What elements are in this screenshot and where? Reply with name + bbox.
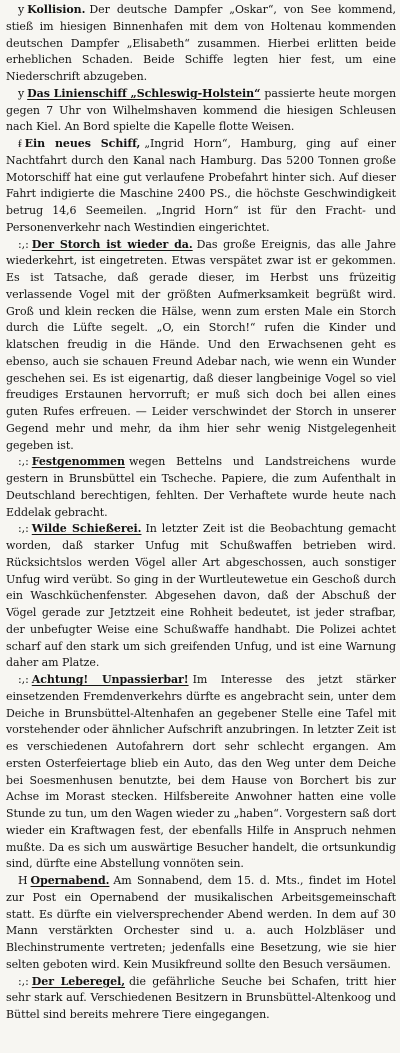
article-body: Das große Ereignis, das alle Jahre wiederkehrt, ist eingetreten. Etwas verspätet zwar ist er gekommen. Es ist Tatsache, daß gerade dieser, im Herbst uns früzeitig verlassende Vogel mit der größten Aufmerksamkeit begrüßt wird. Groß und klein recken die Hälse, wenn zum ersten Male ein Storch durch die Lüfte segelt. „O, ein Storch!“ rufen die Kinder und klatschen freudig in die Hände. Und den Erwachsenen geht es ebenso, auch sie schauen Freund Adebar nach, wie wenn ein Wunder geschehen sei. Es ist eigenartig, daß dieser langbeinige Vogel so viel freudiges Erstaunen hervorruft; er muß sich doch bei allen eines guten Rufes erfreuen. — Leider verschwindet der Storch in unserer Gegend mehr und mehr, da ihm hier sehr wenig Nistgelegenheit gegeben ist. <box>6 237 396 452</box>
article-body: passierte heute morgen gegen 7 Uhr von Wilhelmshaven kommend die hiesigen Schleusen nach Kiel. An Bord spielte die Kapelle flotte Weisen. <box>6 86 397 134</box>
article-festgenommen <box>6 454 396 521</box>
article-body: Im Interesse des jetzt stärker einsetzenden Fremdenverkehrs dürfte es angebracht sein, unter dem Deiche in Brunsbüttel-Altenhafen an gegebener Stelle eine Tafel mit vorstehender oder ähnlicher Aufschrift anzubringen. In letzter Zeit ist es verschiedenen Autofahrern dort sehr schlecht ergangen. Am ersten Osterfeiertage blieb ein Auto, das den Weg unter dem Deiche bei Soesmenhusen benutzte, bei dem Hause von Borchert bis zur Achse im Morast stecken. Hilfsbereite Anwohner hatten eine volle Stunde zu tun, um den Wagen wieder zu „haben“. Vorgestern saß dort wieder ein Kraftwagen fest, der ebenfalls Hilfe in Anspruch nehmen mußte. Da es sich um auswärtige Besucher handelt, die ortsunkundig sind, dürfte eine Abstellung vonnöten sein. <box>6 673 396 871</box>
article-marker: :,: <box>18 237 29 251</box>
article-marker: :,: <box>18 522 29 536</box>
article-marker: :,: <box>18 455 29 469</box>
article-schiesserei <box>6 521 396 672</box>
article-headline: Ein neues Schiff, <box>24 137 141 150</box>
article-body: Am Sonnabend, dem 15. d. Mts., findet im Hotel zur Post ein Opernabend der musikalischen Arbeitsgemeinschaft statt. Es dürfte ein vielversprechender Abend werden. In dem auf 30 Mann verstärkten Orchester sind u. a. auch Holzbläser und Blechinstrumente vertreten; jedenfalls eine Besetzung, wie sie hier selten geboten wird. Kein Musikfreund sollte den Besuch versäumen. <box>6 874 396 971</box>
article-neues-schiff <box>6 136 396 237</box>
article-storch <box>6 237 396 455</box>
article-linienschiff <box>6 86 396 136</box>
article-leberegel <box>6 974 396 1024</box>
article-body: Der deutsche Dampfer „Oskar“, von See kommend, stieß im hiesigen Binnenhafen mit dem von Holtenau kommenden deutschen Dampfer „Elisabeth“ zusammen. Hierbei erlitten beide erheblichen Schaden. Beide Schiffe legten hier fest, um eine Niederschrift abzugeben. <box>6 3 396 83</box>
article-headline: Wilde Schießerei. <box>31 522 142 536</box>
article-headline: Festgenommen <box>31 455 125 469</box>
article-headline: Opernabend. <box>30 874 110 887</box>
article-body: die gefährliche Seuche bei Schafen, tritt hier sehr stark auf. Verschiedenen Besitzern in Brunsbüttel-Altenkoog und Büttel sind bereits mehrere Tiere eingegangen. <box>6 974 396 1021</box>
article-headline: Das Linienschiff „Schleswig-Holstein“ <box>27 86 261 100</box>
article-marker: y <box>18 3 25 16</box>
article-body: In letzter Zeit ist die Beobachtung gemacht worden, daß starker Unfug mit Schußwaffen betrieben wird. Rücksichtslos werden Vögel aller Art abgeschossen, auch sonstiger Unfug wird verübt. So ging in der Wurtleutewetue ein Geschoß durch ein Waschküchenfenster. Abgesehen davon, daß der Abschuß der Vögel gerade zur Jetztzeit eine Rohheit bedeutet, ist jeder strafbar, der unbefugter Weise eine Schußwaffe handhabt. Die Polizei achtet scharf auf den stark um sich greifenden Unfug, und ist eine Warnung daher am Platze. <box>6 522 396 670</box>
article-kollision <box>6 2 396 86</box>
article-headline: Der Leberegel, <box>31 974 125 988</box>
article-marker: ᵮ <box>18 137 22 150</box>
article-unpassierbar <box>6 672 396 873</box>
article-marker: y <box>18 86 25 100</box>
article-marker: :,: <box>18 974 29 988</box>
article-headline: Der Storch ist wieder da. <box>31 237 193 251</box>
article-body: „Ingrid Horn“, Hamburg, ging auf einer Nachtfahrt durch den Kanal nach Hamburg. Das 5200 Tonnen große Motorschiff hat eine gut verlaufene Probefahrt hinter sich. Auf dieser Fahrt indigierte die Maschine 2400 PS., die höchste Geschwindigkeit betrug 14,6 Seemeilen. „Ingrid Horn“ ist für den Fracht- und Personenverkehr nach Westindien eingerichtet. <box>6 137 396 234</box>
article-headline: Achtung! Unpassierbar! <box>31 673 189 686</box>
article-marker: :,: <box>18 673 29 686</box>
article-body: wegen Bettelns und Landstreichens wurde gestern in Brunsbüttel ein Tscheche. Papiere, die zum Aufenthalt in Deutschland berechtigen, fehlten. Der Verhaftete wurde heute nach Eddelak gebracht. <box>6 455 396 519</box>
article-opernabend <box>6 873 396 974</box>
article-headline: Kollision. <box>27 3 86 16</box>
article-marker: H <box>18 874 28 887</box>
